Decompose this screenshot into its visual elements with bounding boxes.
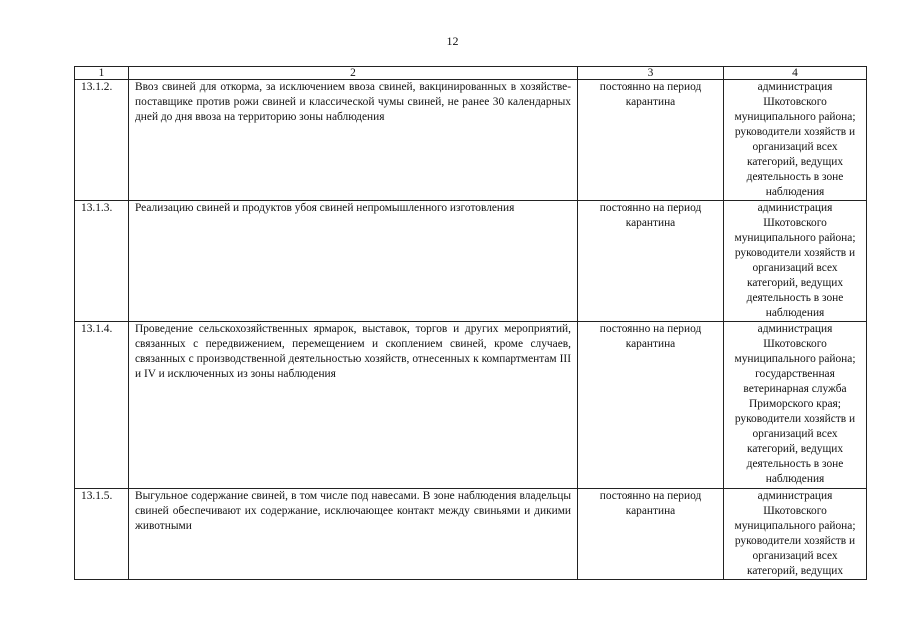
row-number: 13.1.2. bbox=[75, 80, 129, 201]
column-header-3: 3 bbox=[578, 67, 724, 80]
table-row bbox=[75, 489, 867, 580]
table-row bbox=[75, 201, 867, 322]
measure-period: постоянно на период карантина bbox=[578, 201, 724, 322]
column-header-4: 4 bbox=[724, 67, 867, 80]
table-header-row bbox=[75, 67, 867, 80]
responsible-parties: администрация Шкотовского муниципального района; руководители хозяйств и организаций всех категорий, ведущих деятельность в зоне наблюдения bbox=[724, 201, 867, 322]
responsible-parties: администрация Шкотовского муниципального района; руководители хозяйств и организаций всех категорий, ведущих bbox=[724, 489, 867, 580]
table-row bbox=[75, 80, 867, 201]
responsible-parties: администрация Шкотовского муниципального района; государственная ветеринарная служба Приморского края; руководители хозяйств и организаций всех категорий, ведущих деятельность в зоне наблюдения bbox=[724, 322, 867, 489]
table-row bbox=[75, 322, 867, 489]
row-number: 13.1.4. bbox=[75, 322, 129, 489]
measure-period: постоянно на период карантина bbox=[578, 80, 724, 201]
measure-description: Ввоз свиней для откорма, за исключением ввоза свиней, вакцинированных в хозяйстве-поставщике против рожи свиней и классической чумы свиней, не ранее 30 календарных дней до дня ввоза на территорию зоны наблюдения bbox=[129, 80, 578, 201]
measure-description: Выгульное содержание свиней, в том числе под навесами. В зоне наблюдения владельцы свиней обеспечивают их содержание, исключающее контакт между свиньями и дикими животными bbox=[129, 489, 578, 580]
responsible-parties: администрация Шкотовского муниципального района; руководители хозяйств и организаций всех категорий, ведущих деятельность в зоне наблюдения bbox=[724, 80, 867, 201]
measures-table bbox=[74, 66, 867, 580]
measure-description: Реализацию свиней и продуктов убоя свиней непромышленного изготовления bbox=[129, 201, 578, 322]
page-number: 12 bbox=[446, 34, 459, 48]
row-number: 13.1.3. bbox=[75, 201, 129, 322]
measure-period: постоянно на период карантина bbox=[578, 322, 724, 489]
column-header-2: 2 bbox=[129, 67, 578, 80]
measure-description: Проведение сельскохозяйственных ярмарок, выставок, торгов и других мероприятий, связанных с передвижением, перемещением и скоплением свиней, кроме случаев, связанных с производственной деятельностью хозяйств, отнесенных к компартментам III и IV и исключенных из зоны наблюдения bbox=[129, 322, 578, 489]
row-number: 13.1.5. bbox=[75, 489, 129, 580]
measure-period: постоянно на период карантина bbox=[578, 489, 724, 580]
column-header-1: 1 bbox=[75, 67, 129, 80]
